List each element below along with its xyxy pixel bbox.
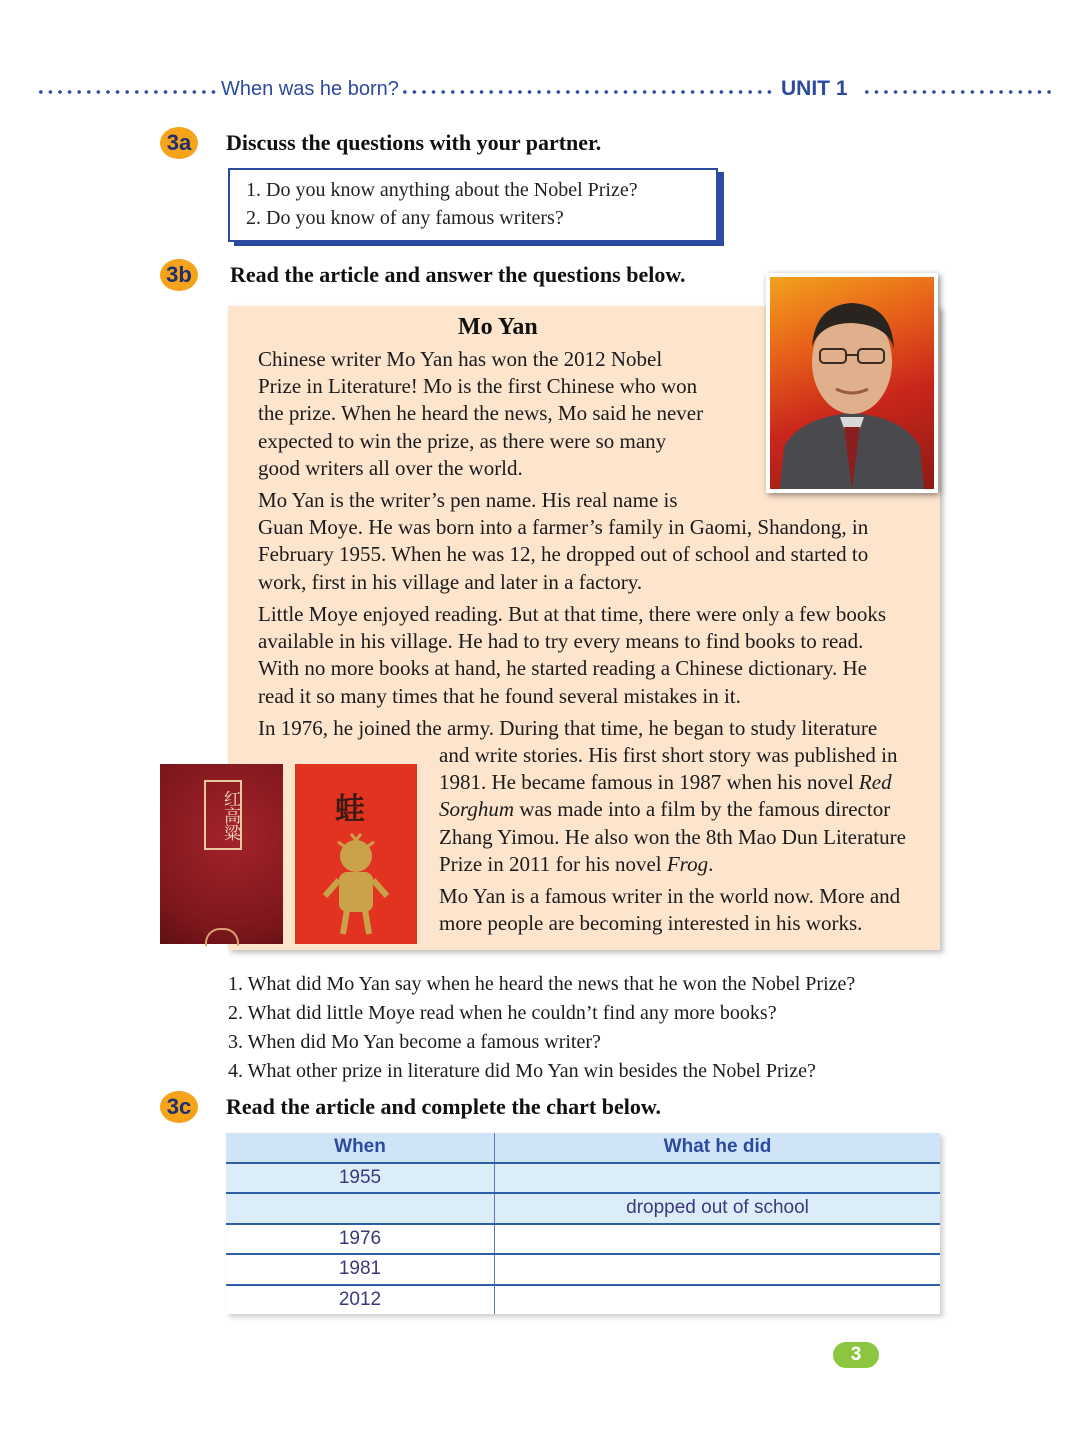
article-line: good writers all over the world. <box>258 455 523 480</box>
cell-when[interactable] <box>226 1193 495 1224</box>
cell-when: 1981 <box>226 1254 495 1285</box>
article-line: Little Moye enjoyed reading. But at that time, there were only a few books <box>258 602 887 626</box>
author-photo <box>766 273 938 493</box>
discussion-questions-box <box>228 168 718 242</box>
cell-when: 2012 <box>226 1285 495 1315</box>
article-line: and write stories. His first short story was published in <box>439 743 898 767</box>
article-line: the prize. When he heard the news, Mo said he never <box>258 401 704 426</box>
table-row <box>226 1163 940 1194</box>
column-header-what-he-did: What he did <box>495 1133 941 1163</box>
article-paragraph-2 <box>258 487 868 596</box>
page-number: 3 <box>833 1342 879 1368</box>
table-row <box>226 1285 940 1315</box>
cell-when: 1976 <box>226 1224 495 1255</box>
article-line: Chinese writer Mo Yan has won the 2012 Nobel <box>258 347 663 371</box>
question-item: 3. When did Mo Yan become a famous writer? <box>228 1031 601 1053</box>
article-line: Mo Yan is the writer’s pen name. His real name is <box>258 488 678 512</box>
book-cover-ornament <box>205 928 239 946</box>
table-header-row <box>226 1133 940 1163</box>
frog-figure-illustration <box>295 764 417 944</box>
book-cover-title-frog: 蛙 <box>335 792 365 827</box>
header-dots-middle <box>400 90 772 94</box>
author-photo-image <box>770 277 934 489</box>
article-line: Guan Moye. He was born into a farmer’s family in Gaomi, Shandong, in <box>258 515 869 540</box>
article-paragraph-4 <box>439 742 906 878</box>
badge-3c: 3c <box>160 1091 198 1123</box>
heading-3a: Discuss the questions with your partner. <box>226 130 602 155</box>
article-paragraph-3 <box>258 601 886 710</box>
question-item: 1. What did Mo Yan say when he heard the news that he won the Nobel Prize? <box>228 973 856 995</box>
header-title: When was he born? <box>221 78 399 100</box>
header-dots-left <box>36 90 216 94</box>
novel-title-sorghum: Sorghum <box>439 797 515 822</box>
article-title: Mo Yan <box>458 314 538 340</box>
cell-what-he-did[interactable] <box>495 1163 941 1194</box>
book-cover-frog <box>295 764 417 944</box>
cell-when: 1955 <box>226 1163 495 1194</box>
book-cover-title-red-sorghum: 红高粱 <box>204 780 242 850</box>
article-line: February 1955. When he was 12, he dropped out of school and started to <box>258 542 869 567</box>
article-text: 1981. He became famous in 1987 when his novel <box>439 770 859 795</box>
page-header <box>36 74 1052 108</box>
unit-label: UNIT 1 <box>781 77 848 100</box>
article-text: Prize in 2011 for his novel <box>439 851 667 876</box>
header-dots-right <box>862 90 1052 94</box>
table-row <box>226 1224 940 1255</box>
novel-title-frog: Frog <box>666 851 709 876</box>
article-line: Zhang Yimou. He also won the 8th Mao Dun Literature <box>439 824 906 849</box>
question-item: 2. What did little Moye read when he couldn’t find any more books? <box>228 1002 777 1024</box>
portrait-illustration <box>770 277 934 489</box>
column-header-when: When <box>226 1133 495 1163</box>
article-line: In 1976, he joined the army. During that time, he began to study literature <box>258 716 878 740</box>
article-line: Mo Yan is a famous writer in the world now. More and <box>439 884 901 908</box>
article-line <box>439 851 906 878</box>
novel-title-red: Red <box>858 770 892 795</box>
article-line <box>439 796 906 823</box>
heading-3b: Read the article and answer the questions below. <box>230 262 686 287</box>
article-line: more people are becoming interested in his works. <box>439 911 863 936</box>
timeline-chart <box>226 1133 940 1314</box>
discussion-question: 1. Do you know anything about the Nobel Prize? <box>246 179 638 201</box>
heading-3c: Read the article and complete the chart below. <box>226 1094 662 1119</box>
article-line: With no more books at hand, he started reading a Chinese dictionary. He <box>258 656 867 681</box>
question-item: 4. What other prize in literature did Mo Yan win besides the Nobel Prize? <box>228 1060 816 1082</box>
cell-what-he-did[interactable] <box>495 1254 941 1285</box>
badge-3b: 3b <box>160 259 198 291</box>
article-line: expected to win the prize, as there were so many <box>258 428 667 453</box>
article-line: available in his village. He had to try every means to find books to read. <box>258 629 864 654</box>
article-text: was made into a film by the famous director <box>514 797 891 822</box>
book-cover-red-sorghum <box>160 764 283 944</box>
comprehension-questions <box>228 970 855 1086</box>
badge-3a: 3a <box>160 127 198 159</box>
article-line: Prize in Literature! Mo is the first Chinese who won <box>258 374 698 399</box>
article-text: . <box>708 851 714 876</box>
cell-what-he-did[interactable] <box>495 1224 941 1255</box>
discussion-question: 2. Do you know of any famous writers? <box>246 207 564 229</box>
article-line: read it so many times that he found several mistakes in it. <box>258 683 741 708</box>
table-row <box>226 1193 940 1224</box>
article-line: work, first in his village and later in a factory. <box>258 569 643 594</box>
article-paragraph-1 <box>258 346 703 482</box>
cell-what-he-did[interactable] <box>495 1285 941 1315</box>
cell-what-he-did: dropped out of school <box>495 1193 941 1224</box>
table-row <box>226 1254 940 1285</box>
article-line <box>439 769 906 796</box>
article-paragraph-4-first-line <box>258 715 877 742</box>
article-paragraph-5 <box>439 883 900 937</box>
